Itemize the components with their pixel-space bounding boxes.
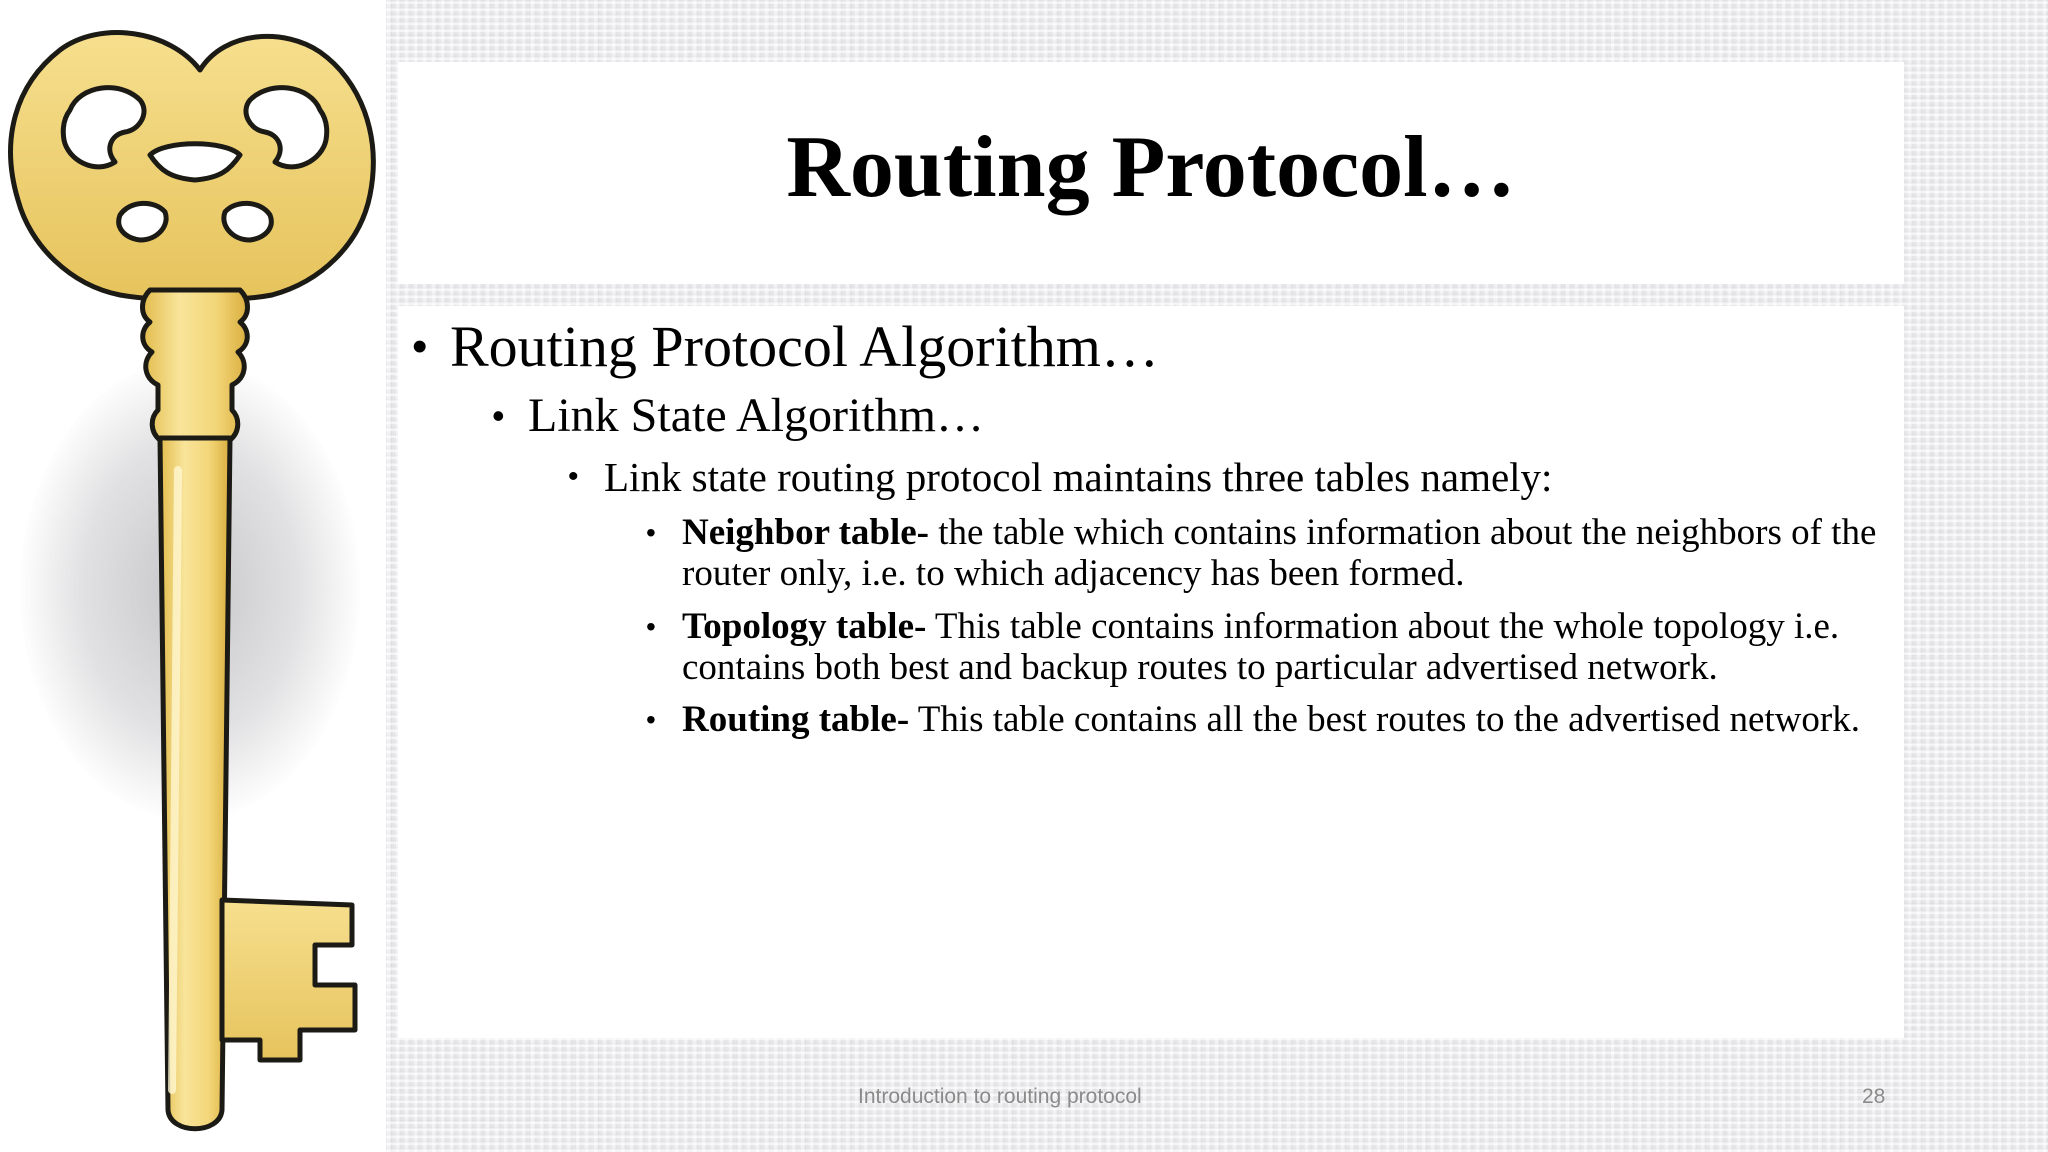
slide-title: Routing Protocol… [786, 119, 1516, 216]
bullet-level-3 [568, 452, 1894, 502]
routing-table-term: Routing table- [682, 699, 910, 740]
bullet-level-2-text: Link State Algorithm… [528, 389, 984, 442]
bullet-level-3-text: Link state routing protocol maintains three tables namely: [604, 454, 1553, 500]
bullet-icon: • [492, 395, 505, 436]
bullet-level-2 [492, 386, 1888, 446]
neighbor-table-description: the table which contains information about the neighbors of the router only, i.e. to which adjacency has been formed. [682, 512, 1877, 594]
neighbor-table-bullet [646, 512, 1892, 594]
topology-table-description: This table contains information about the whole topology i.e. contains both best and backup routes to particular advertised network. [682, 606, 1840, 688]
bullet-icon: • [646, 704, 656, 735]
routing-table-description: This table contains all the best routes to the advertised network. [909, 699, 1860, 740]
topology-table-term: Topology table- [682, 606, 927, 647]
footer-text: Introduction to routing protocol [858, 1085, 1142, 1108]
bullet-level-1 [412, 312, 1890, 382]
bullet-icon: • [646, 611, 656, 642]
bullet-icon: • [646, 517, 656, 548]
bullet-level-1-text: Routing Protocol Algorithm… [450, 314, 1159, 379]
bullet-icon: • [412, 322, 428, 371]
skeleton-key-icon [0, 0, 390, 1152]
topology-table-bullet [646, 606, 1892, 688]
routing-table-bullet [646, 699, 1892, 740]
bullet-icon: • [568, 460, 579, 493]
neighbor-table-term: Neighbor table- [682, 512, 930, 553]
page-number: 28 [1862, 1085, 1886, 1108]
